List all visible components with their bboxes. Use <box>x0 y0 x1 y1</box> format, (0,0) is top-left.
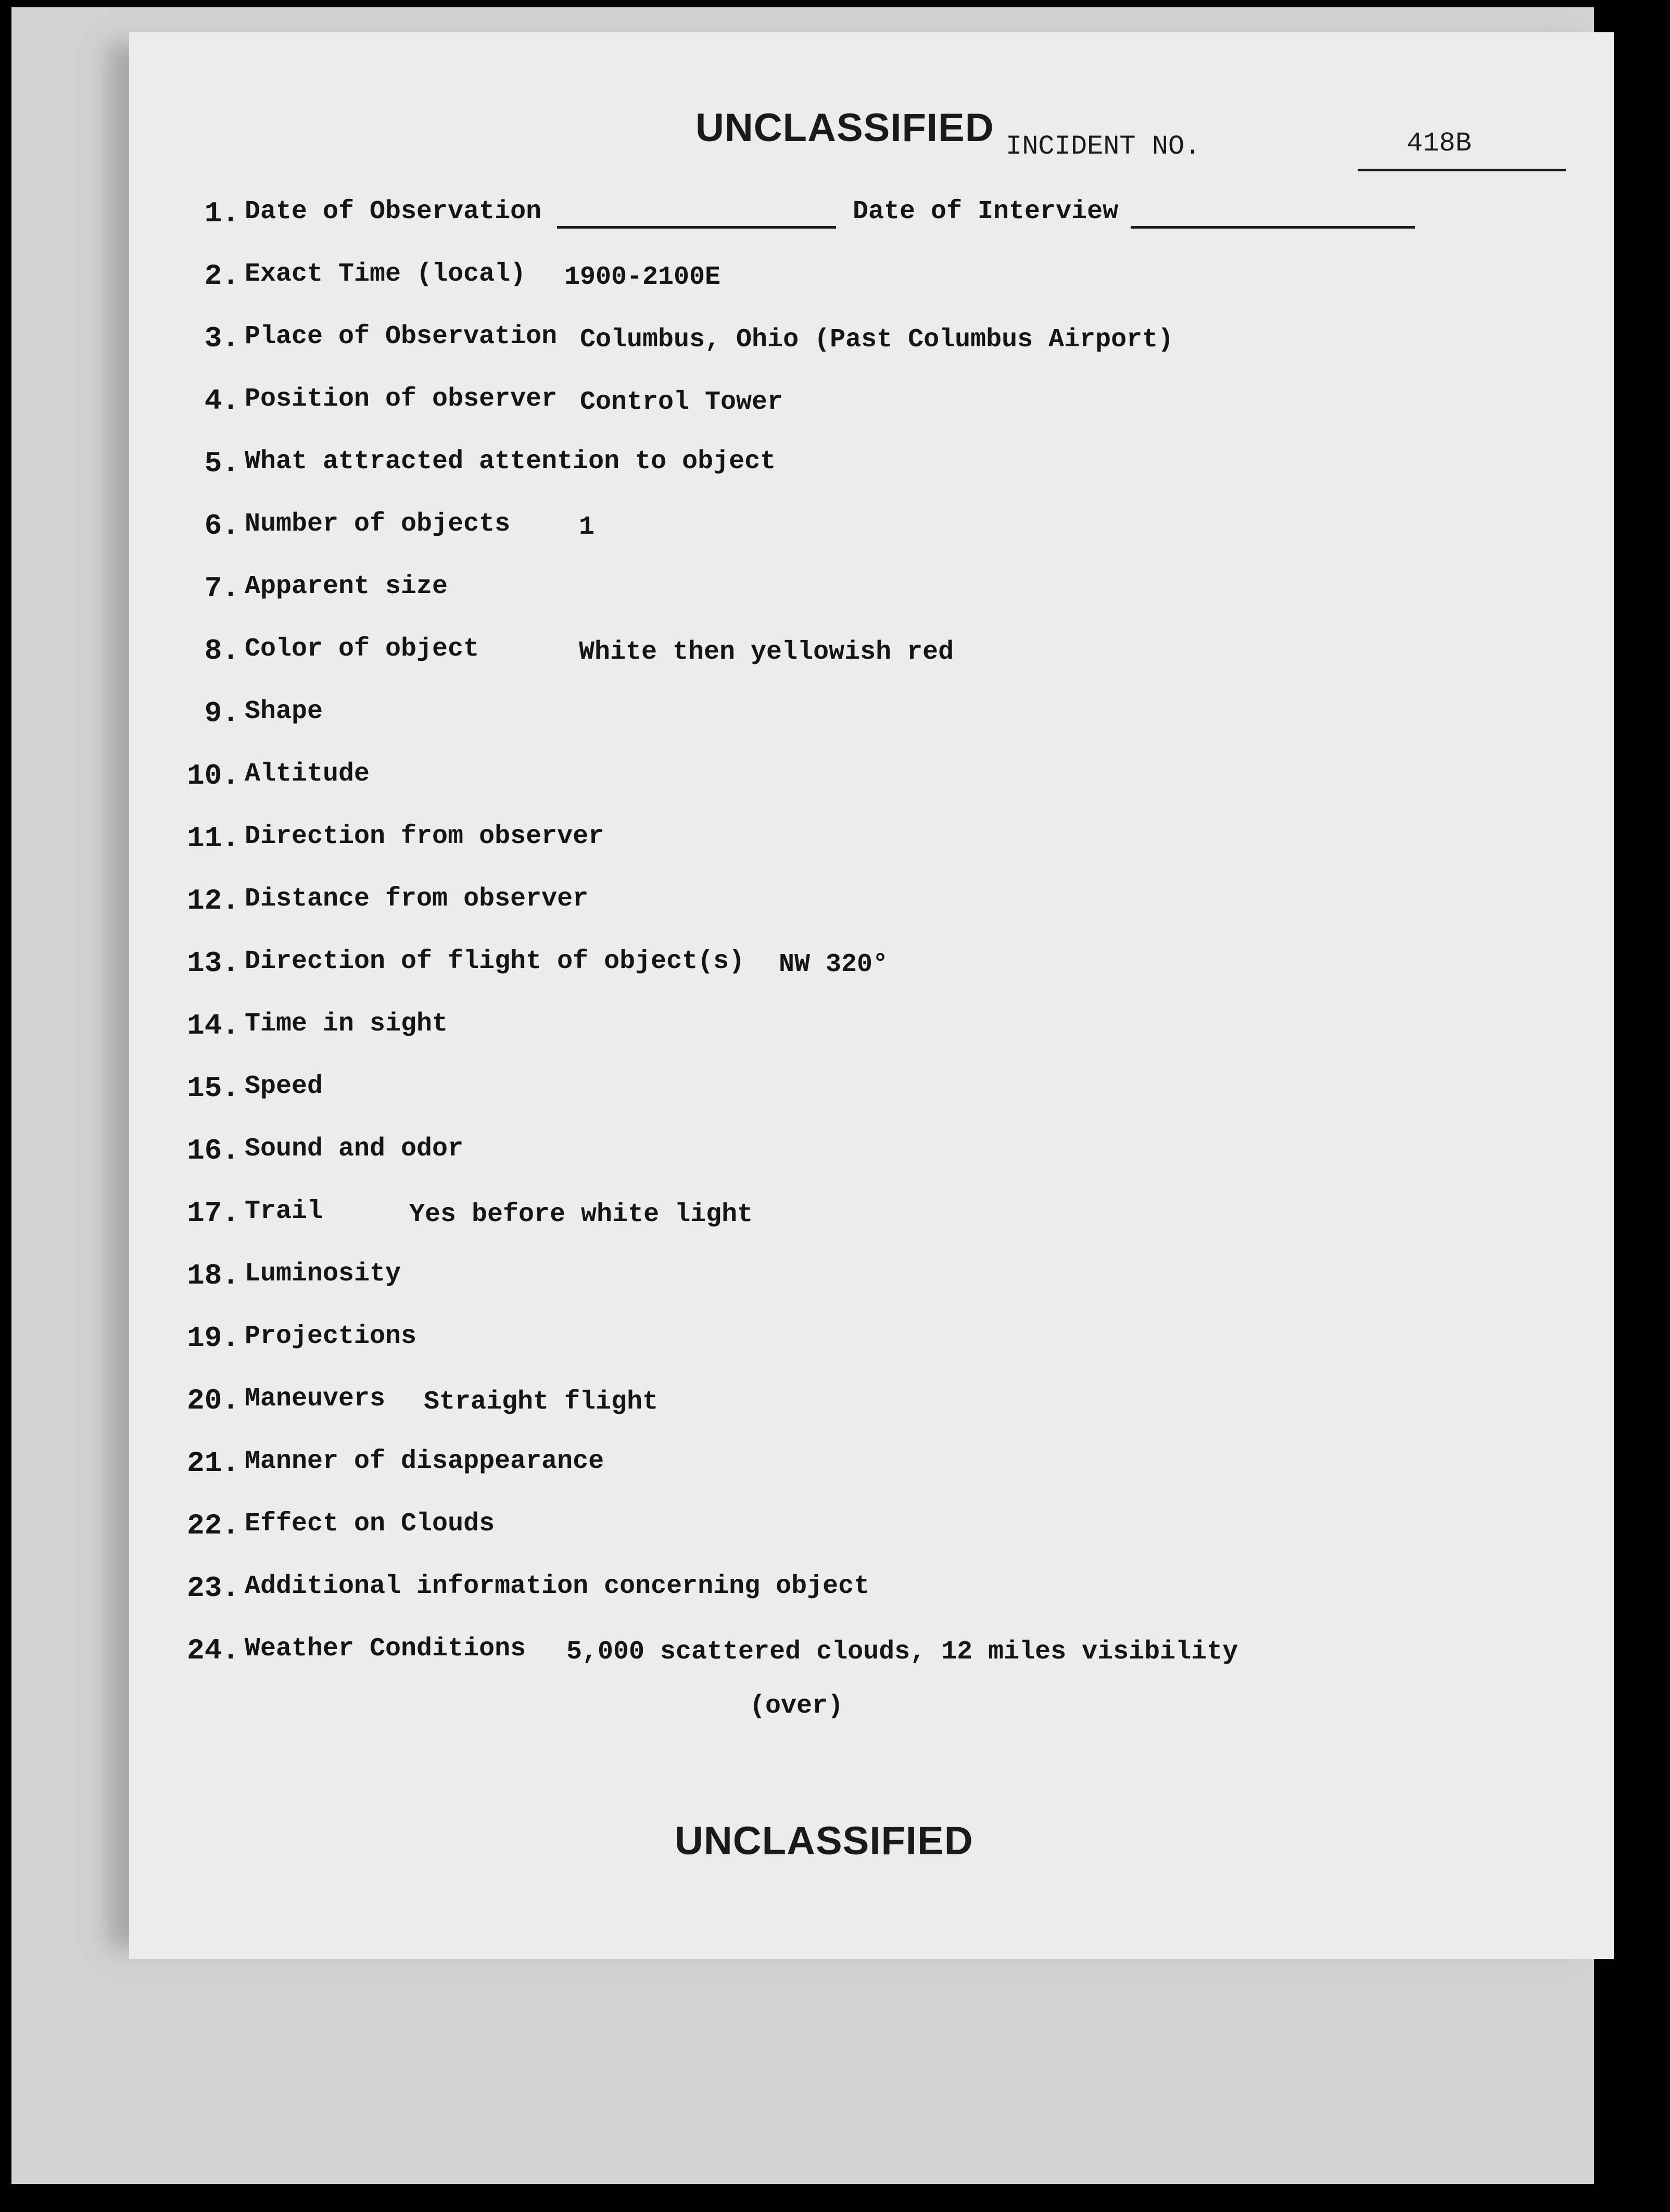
field-label: Apparent size <box>245 572 448 601</box>
field-row-7 <box>129 572 1614 613</box>
field-row-10 <box>129 759 1614 801</box>
field-label: Direction of flight of object(s) <box>245 947 745 976</box>
field-row-8 <box>129 634 1614 676</box>
field-number: 16. <box>187 1134 239 1167</box>
field-label: Weather Conditions <box>245 1634 526 1664</box>
field-row-2 <box>129 259 1614 301</box>
field-value: NW 320° <box>779 950 889 979</box>
field-row-13 <box>129 947 1614 988</box>
field-label: Additional information concerning object <box>245 1572 870 1601</box>
field-label: Luminosity <box>245 1259 401 1289</box>
field-number: 3. <box>204 322 239 355</box>
field-label: Direction from observer <box>245 822 604 851</box>
field-label: Manner of disappearance <box>245 1447 604 1476</box>
field-number: 10. <box>187 759 239 793</box>
field-label: Date of Observation <box>245 197 542 227</box>
field-number: 23. <box>187 1572 239 1605</box>
field-number: 11. <box>187 822 239 855</box>
field-label: Sound and odor <box>245 1134 464 1164</box>
incident-label: INCIDENT NO. <box>1006 131 1201 162</box>
date-of-interview-label: Date of Interview <box>853 197 1119 227</box>
field-row-24 <box>129 1634 1614 1676</box>
field-row-9 <box>129 697 1614 738</box>
field-label: Trail <box>245 1197 323 1226</box>
field-value: 5,000 scattered clouds, 12 miles visibility <box>566 1637 1238 1667</box>
field-value: Yes before white light <box>409 1200 753 1229</box>
field-value: 1900-2100E <box>564 262 721 292</box>
field-label: Effect on Clouds <box>245 1509 495 1539</box>
classification-stamp-bottom: UNCLASSIFIED <box>675 1819 973 1863</box>
field-value: White then yellowish red <box>579 637 954 667</box>
field-label: What attracted attention to object <box>245 447 776 476</box>
field-row-16 <box>129 1134 1614 1176</box>
field-label: Altitude <box>245 759 370 789</box>
date-of-interview-blank <box>1131 226 1415 229</box>
field-label: Position of observer <box>245 384 558 414</box>
field-number: 21. <box>187 1447 239 1480</box>
field-label: Shape <box>245 697 323 726</box>
field-label: Speed <box>245 1072 323 1101</box>
classification-stamp-top: UNCLASSIFIED <box>695 106 994 150</box>
date-of-observation-blank <box>557 226 836 229</box>
field-number: 20. <box>187 1384 239 1417</box>
field-row-23 <box>129 1572 1614 1613</box>
field-label: Time in sight <box>245 1009 448 1039</box>
field-row-15 <box>129 1072 1614 1113</box>
field-label: Maneuvers <box>245 1384 386 1414</box>
field-row-18 <box>129 1259 1614 1301</box>
field-number: 6. <box>204 509 239 543</box>
field-number: 17. <box>187 1197 239 1230</box>
field-number: 7. <box>204 572 239 605</box>
field-label: Projections <box>245 1322 417 1351</box>
field-number: 8. <box>204 634 239 668</box>
field-number: 18. <box>187 1259 239 1292</box>
field-number: 1. <box>204 197 239 230</box>
field-row-6 <box>129 509 1614 551</box>
field-value: Straight flight <box>424 1387 659 1417</box>
field-row-4 <box>129 384 1614 426</box>
field-number: 19. <box>187 1322 239 1355</box>
field-row-1 <box>129 197 1614 238</box>
over-note: (over) <box>750 1691 844 1721</box>
field-number: 24. <box>187 1634 239 1667</box>
field-row-22 <box>129 1509 1614 1551</box>
field-row-3 <box>129 322 1614 363</box>
incident-underline <box>1358 169 1566 171</box>
field-number: 9. <box>204 697 239 730</box>
field-row-5 <box>129 447 1614 488</box>
field-label: Exact Time (local) <box>245 259 526 289</box>
field-row-19 <box>129 1322 1614 1363</box>
field-row-20 <box>129 1384 1614 1426</box>
document-page <box>129 32 1614 1959</box>
field-row-21 <box>129 1447 1614 1488</box>
field-number: 2. <box>204 259 239 293</box>
field-row-12 <box>129 884 1614 926</box>
incident-number: 418B <box>1407 128 1472 159</box>
field-number: 13. <box>187 947 239 980</box>
field-label: Number of objects <box>245 509 511 539</box>
field-value: 1 <box>579 512 595 542</box>
field-label: Color of object <box>245 634 479 664</box>
field-row-17 <box>129 1197 1614 1238</box>
field-number: 15. <box>187 1072 239 1105</box>
field-label: Place of Observation <box>245 322 558 351</box>
field-value: Columbus, Ohio (Past Columbus Airport) <box>580 325 1174 355</box>
field-number: 12. <box>187 884 239 918</box>
field-row-14 <box>129 1009 1614 1051</box>
field-label: Distance from observer <box>245 884 589 914</box>
field-number: 5. <box>204 447 239 480</box>
field-number: 14. <box>187 1009 239 1042</box>
field-value: Control Tower <box>580 387 783 417</box>
field-number: 4. <box>204 384 239 418</box>
field-number: 22. <box>187 1509 239 1542</box>
field-row-11 <box>129 822 1614 863</box>
